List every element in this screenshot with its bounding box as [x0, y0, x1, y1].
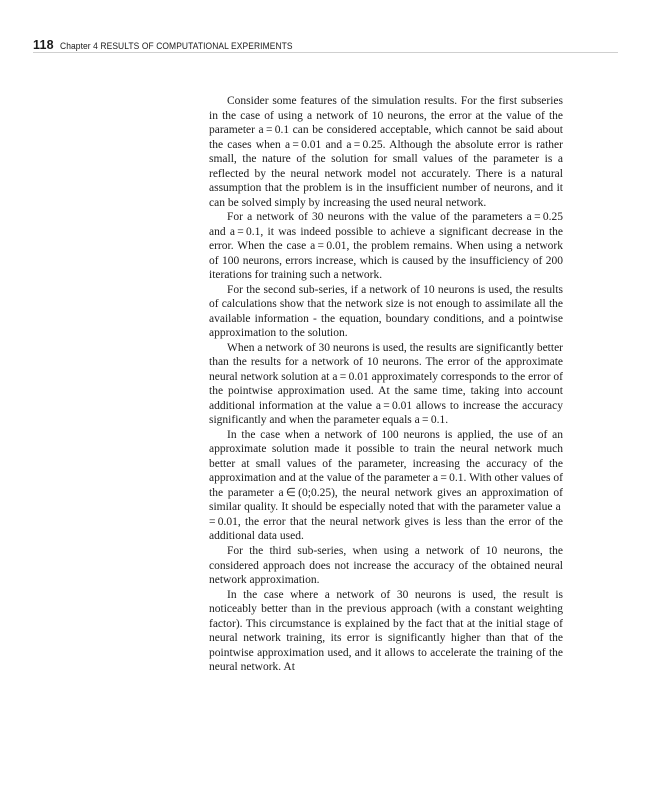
paragraph: In the case when a network of 100 neurons is applied, the use of an approximate solution made it possible to train the neural network much better at small values of the parameter, increasing the accuracy of the approximation and at the value of the parameter a = 0.1. With other values of the parameter a ∈ (0;0.25), the neural network gives an approximation of similar quality. It should be especially noted that with the parameter value a = 0.01, the error that the neural network gives is less than the error of the additional data used. [209, 428, 563, 543]
paragraph: When a network of 30 neurons is used, the results are significantly better than the results for a network of 10 neurons. The error of the approximate neural network solution at a = 0.01 approximately corresponds to the error of the pointwise approximation used. At the same time, taking into account additional information at the value a = 0.01 allows to increase the accuracy significantly and when the parameter equals a = 0.1. [209, 341, 563, 427]
paragraph: In the case where a network of 30 neurons is used, the result is noticeably better than in the previous approach (with a constant weighting factor). This circumstance is explained by the fact that at the initial stage of neural network training, its error is significantly higher than that of the pointwise approximation used, and it allows to accelerate the training of the neural network. At [209, 588, 563, 674]
page-number: 118 [33, 38, 54, 52]
body-text [209, 94, 563, 675]
running-title: Chapter 4 RESULTS OF COMPUTATIONAL EXPERIMENTS [59, 41, 293, 51]
running-header [33, 36, 618, 53]
paragraph: For a network of 30 neurons with the value of the parameters a = 0.25 and a = 0.1, it was indeed possible to achieve a significant decrease in the error. When the case a = 0.01, the problem remains. When using a network of 100 neurons, errors increase, which is caused by the insufficiency of 200 iterations for training such a network. [209, 211, 563, 282]
paragraph: For the second sub-series, if a network of 10 neurons is used, the results of calculations show that the network size is not enough to assimilate all the available information - the equation, boundary conditions, and a pointwise approximation to the solution. [209, 283, 563, 340]
paragraph: For the third sub-series, when using a network of 10 neurons, the considered approach does not increase the accuracy of the obtained neural network approximation. [209, 544, 563, 587]
paragraph: Consider some features of the simulation results. For the first subseries in the case of using a network of 10 neurons, the error at the value of the parameter a = 0.1 can be considered acceptable, which cannot be said about the cases when a = 0.01 and a = 0.25. Although the absolute error is rather small, the nature of the solution for small values of the parameter is a reflected by the neural network model not accurately. There is a natural assumption that the problem is in the insufficient number of neurons, and it can be solved simply by increasing the used neural network. [209, 95, 563, 209]
